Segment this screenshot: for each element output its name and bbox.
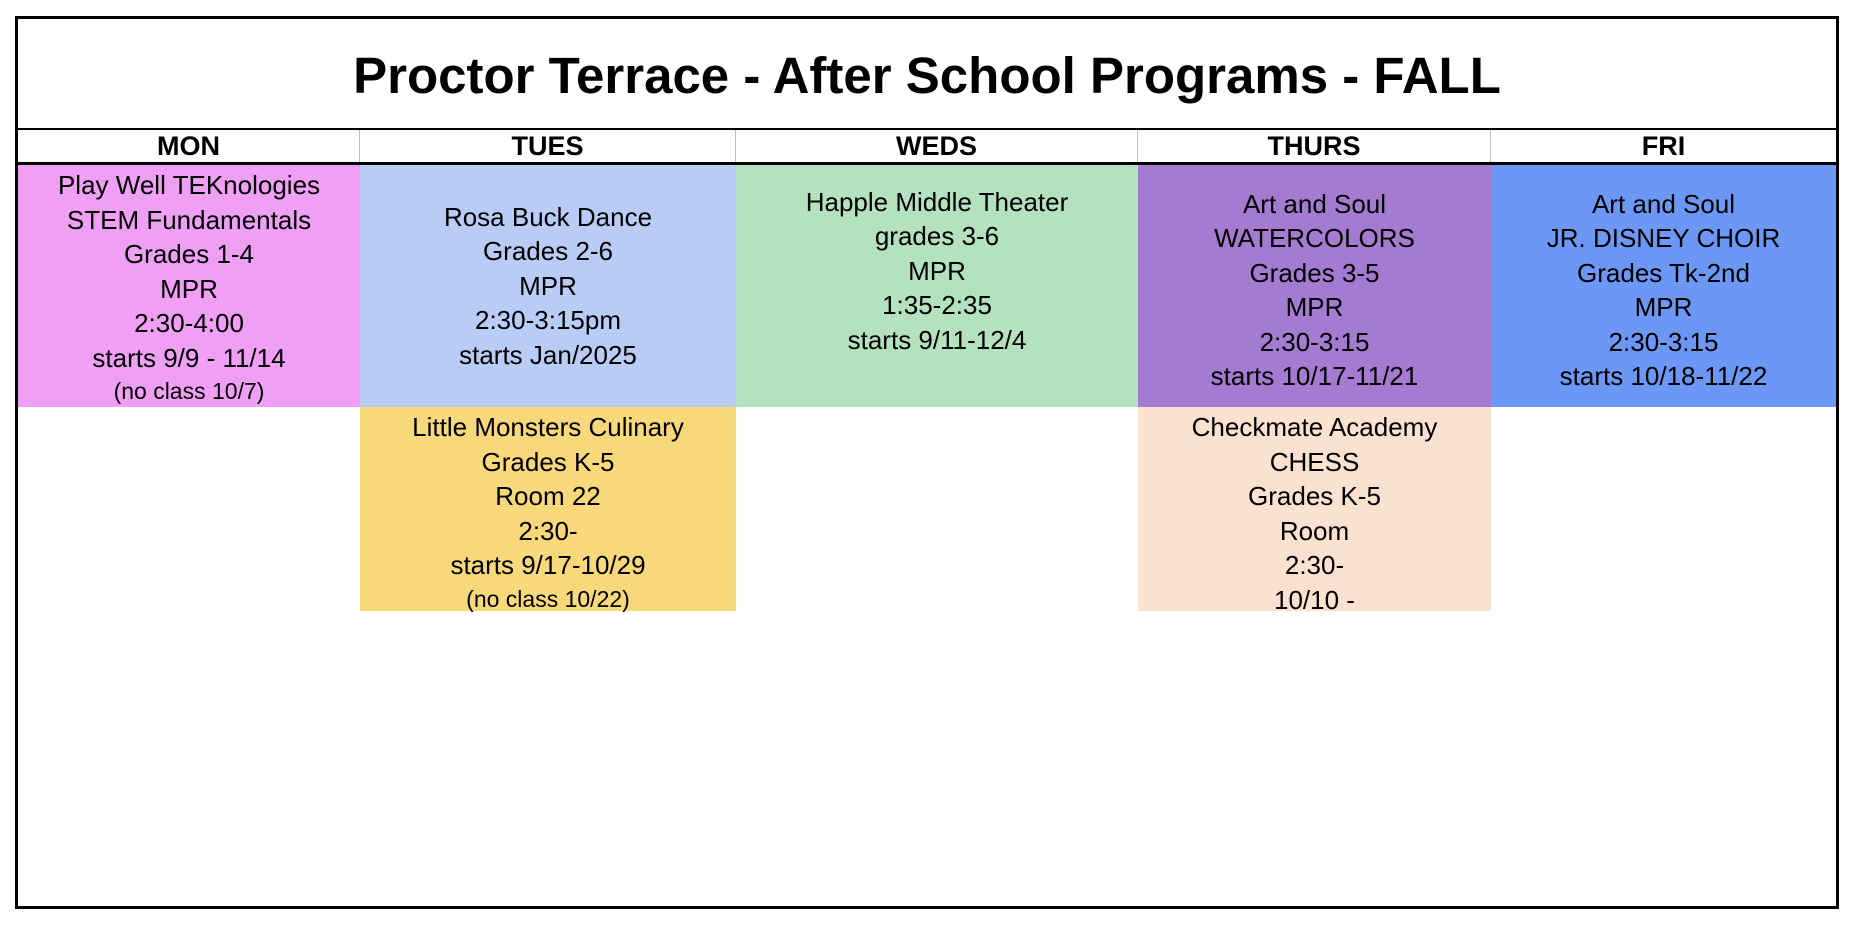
program-line: 1:35-2:35 <box>882 290 992 321</box>
program-line: starts 9/11-12/4 <box>847 324 1027 355</box>
program-line: MPR <box>519 270 577 301</box>
program-line: STEM Fundamentals <box>66 204 312 235</box>
program-line: Checkmate Academy <box>1191 412 1438 442</box>
program-line: MPR <box>160 273 218 304</box>
program-line: Play Well TEKnologies <box>57 170 321 200</box>
program-line: Art and Soul <box>1591 188 1736 219</box>
program-cell-fri-choir <box>1491 165 1836 407</box>
program-line: starts Jan/2025 <box>459 339 637 370</box>
day-header-row <box>18 130 1836 165</box>
program-line: 2:30-3:15 <box>1608 326 1719 357</box>
program-cell-tues-dance <box>360 165 736 407</box>
program-note: (no class 10/22) <box>466 585 630 612</box>
day-header-weds: WEDS <box>736 130 1138 162</box>
program-line: Rosa Buck Dance <box>443 201 653 232</box>
program-line: 10/10 - <box>1274 584 1355 615</box>
program-line: 2:30-3:15 <box>1259 326 1370 357</box>
program-line: MPR <box>1634 292 1693 322</box>
program-line: 2:30-4:00 <box>134 308 244 338</box>
program-cell-thurs-chess <box>1138 407 1491 615</box>
program-line: 2:30- <box>1284 550 1345 580</box>
schedule-sheet <box>15 16 1839 909</box>
program-line: Grades K-5 <box>481 446 615 477</box>
program-line: WATERCOLORS <box>1214 223 1415 253</box>
day-header-thurs: THURS <box>1138 130 1491 162</box>
program-line: Grades 3-5 <box>1249 257 1380 288</box>
page-title: Proctor Terrace - After School Programs - FALL <box>353 47 1501 104</box>
program-line: Happle Middle Theater <box>805 186 1069 217</box>
day-header-mon: MON <box>18 130 360 162</box>
program-line: starts 10/18-11/22 <box>1559 361 1768 391</box>
program-line: CHESS <box>1269 446 1360 477</box>
program-line: Little Monsters Culinary <box>412 412 684 442</box>
program-line: Grades Tk-2nd <box>1577 257 1750 288</box>
program-line: Room 22 <box>495 481 601 511</box>
program-line: MPR <box>1285 292 1344 322</box>
title-row <box>18 19 1836 130</box>
program-line: 2:30-3:15pm <box>475 305 621 336</box>
program-line: starts 9/9 - 11/14 <box>92 342 286 373</box>
program-line: Art and Soul <box>1242 188 1387 219</box>
program-line: JR. DISNEY CHOIR <box>1546 223 1781 253</box>
program-line: MPR <box>908 255 966 286</box>
program-cell-thurs-watercolors <box>1138 165 1491 407</box>
program-cell-mon-stem <box>18 165 360 407</box>
program-line: starts 9/17-10/29 <box>450 550 646 580</box>
program-note: (no class 10/7) <box>113 378 265 404</box>
program-cell-weds-theater <box>736 165 1138 407</box>
program-line: Grades 2-6 <box>482 236 614 267</box>
program-line: grades 3-6 <box>874 221 1000 252</box>
program-line: Grades K-5 <box>1248 481 1381 511</box>
program-line: Room <box>1279 515 1350 546</box>
program-line: 2:30- <box>518 515 578 546</box>
day-header-tues: TUES <box>360 130 736 162</box>
program-line: starts 10/17-11/21 <box>1210 361 1419 391</box>
program-cell-tues-culinary <box>360 407 736 611</box>
day-header-fri: FRI <box>1641 130 1686 161</box>
program-line: Grades 1-4 <box>123 239 255 269</box>
